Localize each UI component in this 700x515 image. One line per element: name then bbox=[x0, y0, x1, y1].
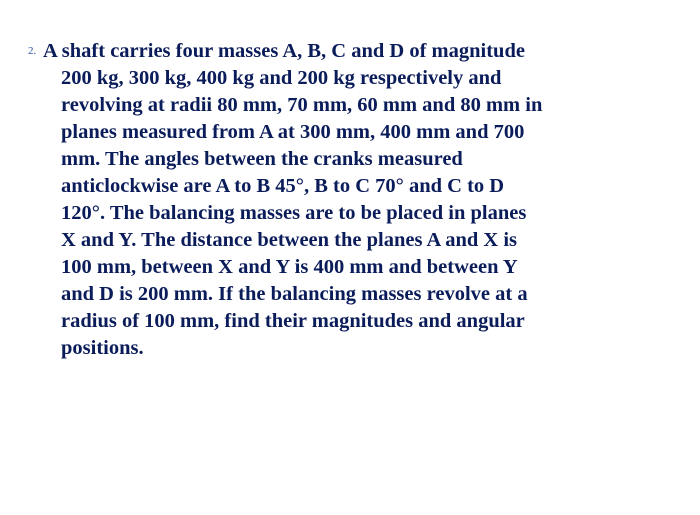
problem-line: 100 mm, between X and Y is 400 mm and between Y bbox=[61, 256, 518, 278]
problem-line: 200 kg, 300 kg, 400 kg and 200 kg respectively and bbox=[61, 67, 502, 89]
question-number: 2. bbox=[28, 45, 37, 57]
problem-line: revolving at radii 80 mm, 70 mm, 60 mm and 80 mm in bbox=[61, 94, 543, 116]
problem-line: anticlockwise are A to B 45°, B to C 70° and C to D bbox=[61, 175, 505, 197]
problem-line: positions. bbox=[61, 337, 144, 359]
problem-text bbox=[43, 38, 648, 362]
problem-line: radius of 100 mm, find their magnitudes and angular bbox=[61, 310, 525, 332]
problem-statement bbox=[28, 38, 648, 362]
problem-line: planes measured from A at 300 mm, 400 mm and 700 bbox=[61, 121, 525, 143]
problem-line: X and Y. The distance between the planes A and X is bbox=[61, 229, 518, 251]
problem-line: and D is 200 mm. If the balancing masses revolve at a bbox=[61, 283, 528, 305]
problem-line: mm. The angles between the cranks measured bbox=[61, 148, 463, 170]
problem-line: 120°. The balancing masses are to be placed in planes bbox=[61, 202, 527, 224]
problem-line: A shaft carries four masses A, B, C and D of magnitude bbox=[43, 40, 525, 62]
